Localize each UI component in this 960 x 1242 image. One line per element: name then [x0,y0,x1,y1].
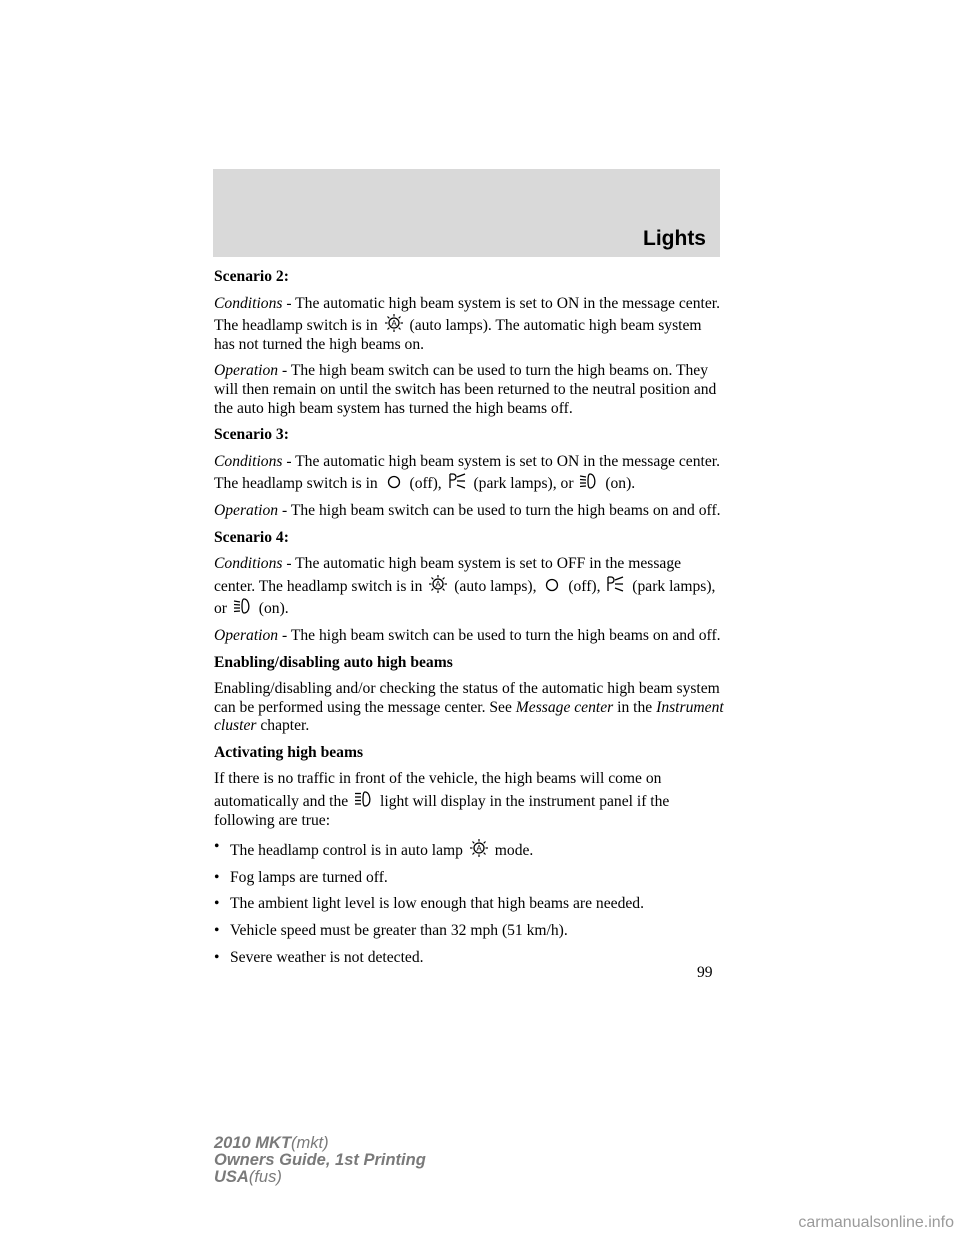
page-number: 99 [697,964,713,981]
scenario-4-heading: Scenario 4: [214,528,289,546]
page-content [214,268,724,975]
scenario-3-heading: Scenario 3: [214,426,289,444]
message-center-reference: Message center [515,698,614,716]
footer-region: USA [214,1168,249,1186]
scenario-2-heading: Scenario 2: [214,268,289,285]
svg-text:A: A [390,319,397,329]
scenario-3-conditions: Conditions - The automatic high beam system is set to ON in the message center. The headlamp switch is in (off), (park lamps), or (on). [214,452,720,493]
off-lamps-icon [542,574,562,594]
footer-model: 2010 MKT [214,1134,292,1152]
auto-lamps-icon [384,313,404,333]
svg-text:A: A [476,844,482,854]
scenario-2-conditions: Conditions - The automatic high beam system is set to ON in the message center. The headlamp switch is in A (auto lamps). The automatic high beam system has not turned the high beams on. [214,294,720,353]
scenario-4-operation: Operation - The high beam switch can be used to turn the high beams on and off. [214,626,721,644]
svg-text:A: A [435,579,442,589]
auto-lamps-icon [469,838,489,858]
section-header [213,169,720,257]
park-lamps-icon [448,471,468,491]
list-item: • Severe weather is not detected. [214,948,424,966]
footer-model-code: (mkt) [291,1134,329,1152]
high-beam-icon [354,789,374,809]
list-item: • The ambient light level is low enough that high beams are needed. [214,895,644,913]
scenario-4-conditions: Conditions - The automatic high beam system is set to OFF in the message center. The headlamp switch is in A (auto lamps), (off), (park lamps), or (on). [214,555,716,618]
footer-region-code: (fus) [248,1168,282,1186]
footer-guide: Owners Guide, 1st Printing [214,1151,426,1169]
list-item: • Vehicle speed must be greater than 32 mph (51 km/h). [214,922,568,940]
auto-lamps-icon [428,574,448,594]
headlamps-on-icon [579,471,599,491]
off-lamps-icon [384,471,404,491]
enabling-heading: Enabling/disabling auto high beams [214,653,453,671]
section-title: Lights [643,227,706,250]
park-lamps-icon [606,574,626,594]
watermark: carmanualsonline.info [798,1214,954,1231]
instrument-cluster-reference: Instrument cluster [214,698,724,735]
activating-text: If there is no traffic in front of the vehicle, the high beams will come on automatically and the light will display in the instrument panel if the following are true: [214,770,670,829]
enabling-text: Enabling/disabling and/or checking the status of the automatic high beam system can be performed using the message center. See Message center in the Instrument cluster chapter. [214,680,724,735]
scenario-2-operation: Operation - The high beam switch can be used to turn the high beams on. They will then remain on until the switch has been returned to the neutral position and the auto high beam system has turned the high beams off. [214,362,717,417]
scenario-3-operation: Operation - The high beam switch can be used to turn the high beams on and off. [214,501,721,519]
print-footer [214,1135,426,1186]
activating-heading: Activating high beams [214,743,364,761]
list-item: • Fog lamps are turned off. [214,868,388,886]
list-item: • The headlamp control is in auto lamp A mode. [214,838,534,860]
headlamps-on-icon [233,596,253,616]
